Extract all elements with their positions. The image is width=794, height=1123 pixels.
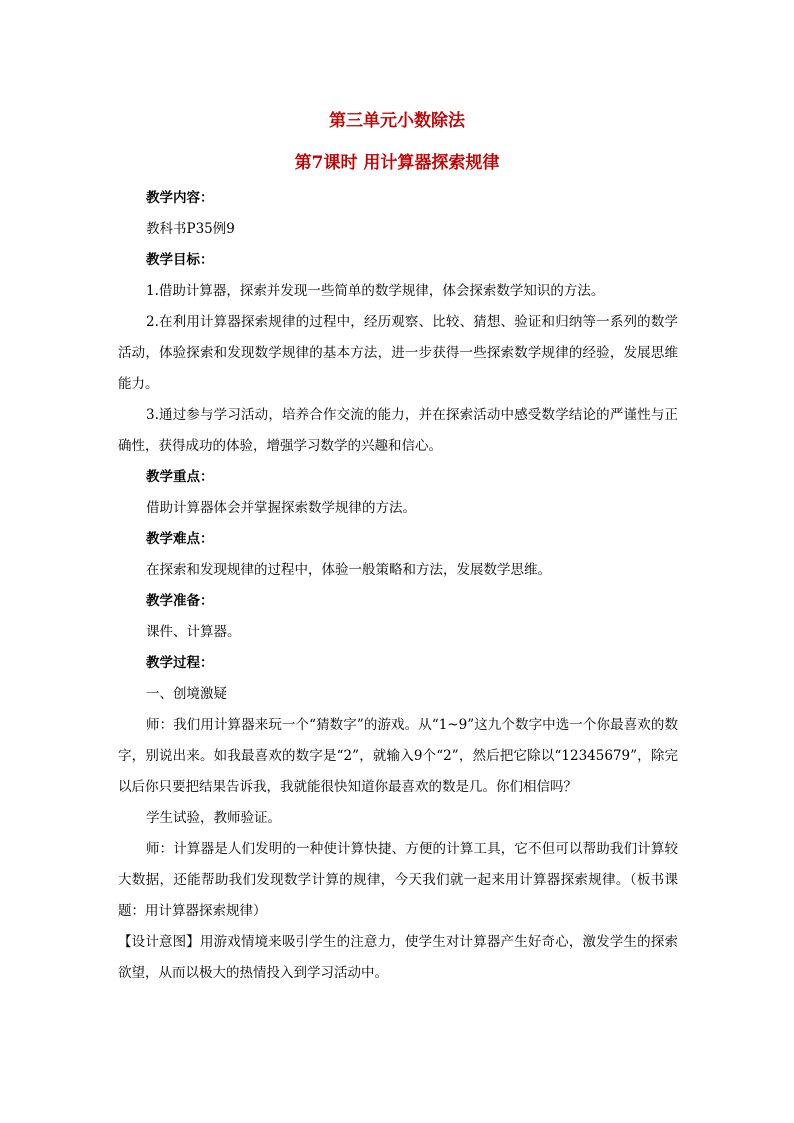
document-title: 第三单元小数除法 (329, 111, 465, 131)
teacher-paragraph-1: 师：我们用计算器来玩一个“猜数字”的游戏。从“1~9”这九个数字中选一个你最喜欢的数字，别说出来。如我最喜欢的数字是“2”，就输入9个“2”，然后把它除以“12345679”，除完以后你只要把结果告诉我，我就能很快知道你最喜欢的数是几。你们相信吗？ (118, 717, 678, 795)
students-paragraph: 学生试验，教师验证。 (146, 810, 281, 826)
key-heading: 教学重点： (146, 469, 214, 485)
preparation-text: 课件、计算器。 (146, 624, 241, 640)
difficulty-heading: 教学难点： (146, 531, 214, 547)
goal-3: 3.通过参与学习活动，培养合作交流的能力，并在探索活动中感受数学结论的严谨性与正确性，获得成功的体验，增强学习数学的兴趣和信心。 (118, 407, 678, 454)
key-text: 借助计算器体会并掌握探索数学规律的方法。 (146, 500, 416, 516)
process-heading: 教学过程： (146, 655, 214, 671)
goal-2: 2.在利用计算器探索规律的过程中，经历观察、比较、猜想、验证和归纳等一系列的数学活动，体验探索和发现数学规律的基本方法，进一步获得一些探索数学规律的经验，发展思维能力。 (118, 314, 678, 392)
goal-1: 1.借助计算器，探索并发现一些简单的数学规律，体会探索数学知识的方法。 (146, 283, 605, 299)
teacher-paragraph-2: 师：计算器是人们发明的一种使计算快捷、方便的计算工具，它不但可以帮助我们计算较大数据，还能帮助我们发现数学计算的规律，今天我们就一起来用计算器探索规律。（板书课题：用计算器探索规律） (118, 841, 678, 919)
difficulty-text: 在探索和发现规律的过程中，体验一般策略和方法，发展数学思维。 (146, 562, 551, 578)
content-heading: 教学内容： (146, 190, 214, 206)
lesson-title: 第7课时 用计算器探索规律 (294, 153, 500, 173)
step-heading: 一、创境激疑 (146, 686, 227, 702)
document-body (118, 183, 678, 989)
preparation-heading: 教学准备： (146, 593, 214, 609)
design-intent-paragraph: 【设计意图】用游戏情境来吸引学生的注意力，使学生对计算器产生好奇心，激发学生的探索欲望，从而以极大的热情投入到学习活动中。 (118, 934, 678, 981)
goals-heading: 教学目标： (146, 252, 214, 268)
content-text: 教科书P35例9 (146, 221, 235, 237)
